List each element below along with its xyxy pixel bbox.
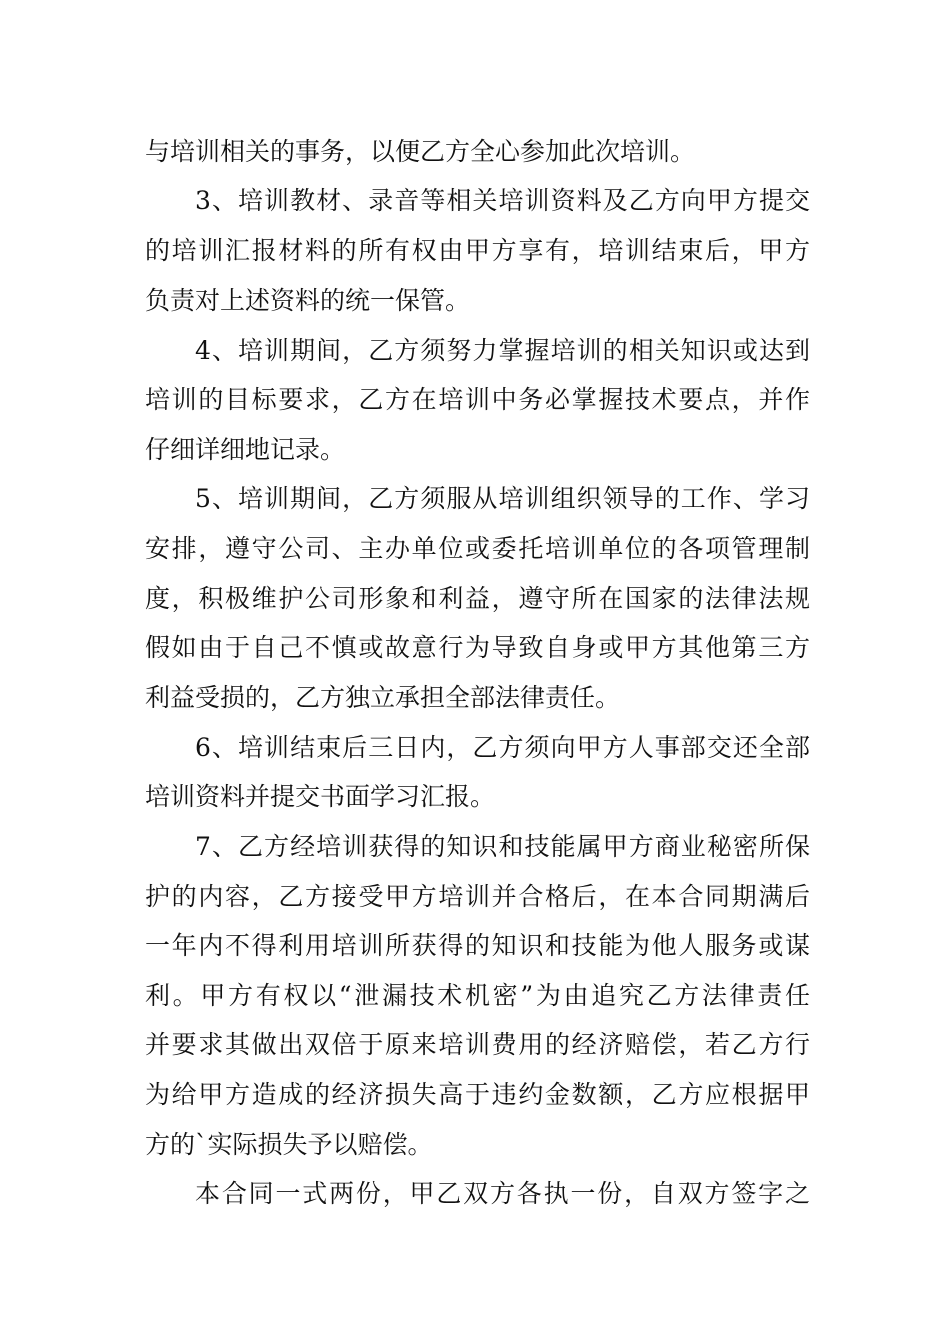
text-line: 为给甲方造成的经济损失高于违约金数额，乙方应根据甲 xyxy=(145,1080,810,1109)
text-line: 仔细详细地记录。 xyxy=(145,435,346,464)
text-line: 利益受损的，乙方独立承担全部法律责任。 xyxy=(145,683,621,712)
text-line: 假如由于自己不慎或故意行为导致自身或甲方其他第三方 xyxy=(145,633,810,662)
text-line: 5、培训期间，乙方须服从培训组织领导的工作、学习 xyxy=(195,484,810,513)
text-line: 负责对上述资料的统一保管。 xyxy=(145,286,471,315)
text-line: 安排，遵守公司、主办单位或委托培训单位的各项管理制 xyxy=(145,534,810,563)
text-line: 一年内不得利用培训所获得的知识和技能为他人服务或谋 xyxy=(145,931,810,960)
text-line: 与培训相关的事务，以便乙方全心参加此次培训。 xyxy=(145,137,696,166)
text-line: 培训的目标要求，乙方在培训中务必掌握技术要点，并作 xyxy=(145,385,810,414)
text-line: 护的内容，乙方接受甲方培训并合格后，在本合同期满后 xyxy=(145,882,810,911)
text-line: 方的`实际损失予以赔偿。 xyxy=(145,1130,433,1159)
text-line: 度，积极维护公司形象和利益，遵守所在国家的法律法规 xyxy=(145,584,810,613)
text-line: 4、培训期间，乙方须努力掌握培训的相关知识或达到 xyxy=(195,336,810,365)
text-line: 7、乙方经培训获得的知识和技能属甲方商业秘密所保 xyxy=(195,832,810,861)
text-line: 本合同一式两份，甲乙双方各执一份，自双方签字之 xyxy=(195,1179,810,1208)
text-line: 3、培训教材、录音等相关培训资料及乙方向甲方提交 xyxy=(195,186,810,215)
text-line: 6、培训结束后三日内，乙方须向甲方人事部交还全部 xyxy=(195,733,810,762)
text-line: 培训资料并提交书面学习汇报。 xyxy=(145,782,496,811)
text-line: 并要求其做出双倍于原来培训费用的经济赔偿，若乙方行 xyxy=(145,1030,810,1059)
text-line: 的培训汇报材料的所有权由甲方享有，培训结束后，甲方 xyxy=(145,236,810,265)
text-line: 利。甲方有权以“泄漏技术机密”为由追究乙方法律责任 xyxy=(145,981,810,1010)
